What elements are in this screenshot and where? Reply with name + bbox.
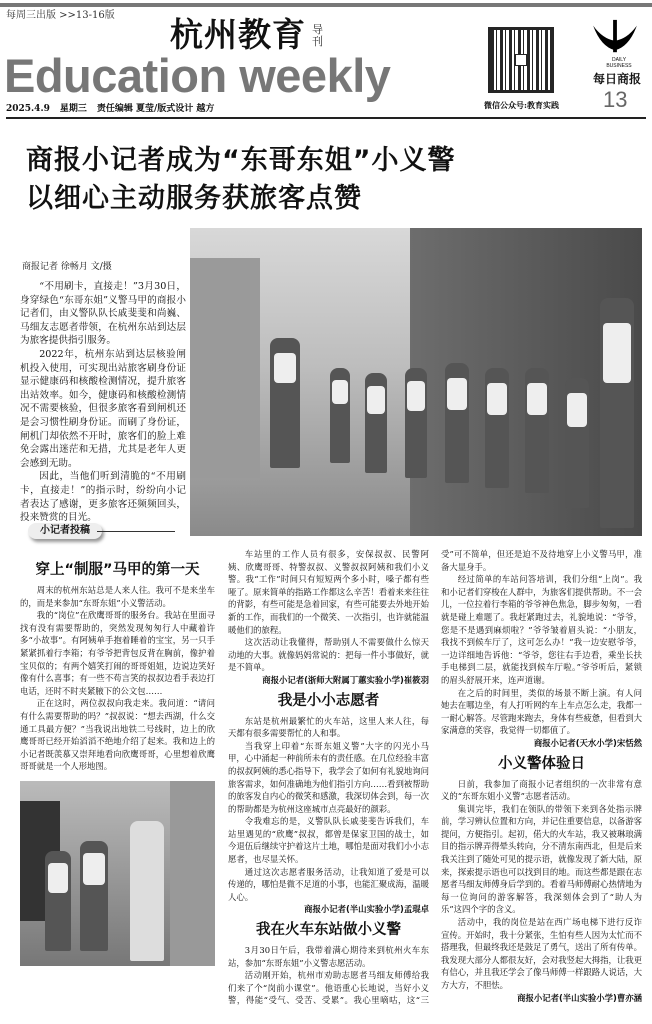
- masthead-cn-title: 杭州教育: [170, 15, 306, 54]
- article-title: 穿上“制服”马甲的第一天: [35, 562, 200, 578]
- column-photo: [20, 781, 215, 966]
- lead-byline: 商报记者 徐畅月 文/摄: [22, 262, 112, 272]
- article-paragraph: 车站里的工作人员有很多，安保叔叔、民警阿姨、欣鹰哥哥、特警叔叔、义警叔叔阿姨和我们小义警。我“工作”时间只有短短两个多小时，嗓子都有些哑了。原来简单的指路工作都这么辛苦！看着来来往往的背影，有些可能是急着回家，有些可能要去外地开始新的工作，而我们的一个微笑、一次指引，也许就能温暖他们的旅程。: [228, 549, 429, 635]
- issue-date: 2025.4.9: [6, 104, 50, 114]
- article-paragraph: 经过简单的车站问答培训，我们分组“上岗”。我和小记者们穿梭在人群中，为旅客们提供帮助。不一会儿，一位拉着行李箱的爷爷神色焦急，脚步匆匆，一看就是碰上难题了。我赶紧跑过去，礼貌地说：“爷爷，您是不是遇到麻烦啦？”爷爷皱着眉头说：“小朋友，我找不到候车厅了，这可怎么办！”我一边安慰爷爷，一边详细地告诉他：“爷爷，您往右手边看，乘坐长扶手电梯到二层，就能找到候车厅啦。”爷爷听后，紧锁的眉头舒展开来，连声道谢。: [441, 574, 642, 685]
- article-byline: 商报小记者(浙师大附属丁蕙实验小学)崔筱羽: [262, 674, 429, 685]
- article-paragraph: 周末的杭州东站总是人来人往。我可不是来坐车的，而是来参加“东哥东姐”小义警活动。: [20, 585, 215, 608]
- article-title: 我是小小志愿者: [277, 692, 380, 709]
- lead-article: [20, 280, 186, 525]
- issue-weekday: 星期三: [59, 104, 87, 114]
- column-1: [20, 556, 215, 966]
- article-byline: 商报小记者(天水小学)宋恬然: [533, 737, 642, 748]
- article-byline: 商报小记者(半山实验小学)曹亦涵: [517, 992, 642, 1003]
- daily-business-logo-icon: [590, 18, 640, 56]
- editors: 责任编辑 夏莹/版式设计 越方: [96, 104, 215, 114]
- masthead-rule: [6, 117, 646, 119]
- section-tag: 小记者投稿: [28, 523, 102, 539]
- article-paragraph: 活动刚开始，杭州市劝助志愿者马细友师傅给我们来了个“岗前小课堂”。他语重心长地说，当好小义警，得能“受气、受苦、受累”。我心里嘀咕，这“三受”可不简单，但还是迫不及待地穿上小义警马甲，准备大显身手。: [228, 549, 642, 1006]
- qr-caption: 微信公众号:教育实践: [484, 100, 559, 110]
- lead-paragraph: 2022年，杭州东站到达层核验闸机投入使用，可实现出站旅客刷身份证显示健康码和核酸检测情况，提升旅客出站效率。如今，健康码和核酸检测情况不需要核验，但很多旅客看到闸机还是会习惯性刷身份证。而刷了身份证，闸机门却依然不开时，旅客们的脸上难免会露出迷茫和无措，尤其是老年人更会感到无助。: [20, 348, 186, 469]
- qr-code-icon: [488, 27, 554, 93]
- article-paragraph: 日前，我参加了商报小记者组织的一次非常有意义的“东哥东姐小义警”志愿者活动。: [441, 778, 642, 802]
- article-paragraph: 正在这时，两位叔叔向我走来。我问道：“请问有什么需要帮助的吗？”叔叔说：“想去西湖，什么交通工具最方便？”当我说出地铁二号线时，边上的欣鹰哥哥已经开始滔滔不绝地介绍了起来。我和边上的小记者既羡慕又崇拜地看向欣鹰哥哥，心里想着欣鹰哥哥就是一个人形地图。: [20, 698, 215, 772]
- article-paragraph: 我的“岗位”在欣鹰哥哥的服务台。我站在里面寻找有没有需要帮助的，突然发现匆匆行人中藏着许多“小故事”。有阿姨单手抱着睡着的宝宝，另一只手紧紧抓着行李箱；有爷爷把背包反背在胸前，像护着宝贝似的；有两个嬉笑打闹的哥哥姐姐，边说边笑好像有什么喜事；有一些不苟言笑的叔叔边看手表边打电话，还时不时夹紧腋下的公文包……: [20, 610, 215, 696]
- article-byline: 商报小记者(半山实验小学)孟琨卓: [304, 904, 429, 915]
- page-number: 13: [603, 87, 628, 112]
- dateline: [6, 104, 224, 115]
- edition-note: 每周三出版 >>13-16版: [6, 10, 115, 21]
- section-tag-rule: [97, 531, 175, 532]
- article-paragraph: 东站是杭州最繁忙的火车站，这里人来人往，每天都有很多需要帮忙的人和事。: [228, 715, 429, 739]
- logo-en: DAILY BUSINESS: [606, 57, 632, 69]
- article-title: 小义警体验日: [498, 755, 585, 772]
- article-paragraph: 当我穿上印着“东哥东姐义警”大字的闪光小马甲，心中涌起一种前所未有的责任感。在几位经验丰富的叔叔阿姨的悉心指导下，我学会了如何有礼貌地询问旅客需求，如何准确地为他们指引方向……看到被帮助的旅客发自内心的微笑和感激，我深切体会到，每一次的帮助都是为杭州这座城市点亮最好的颜彩。: [228, 740, 429, 814]
- article-title: 我在火车东站做小义警: [256, 922, 401, 939]
- lead-paragraph: “不用刷卡，直接走！”3月30日，身穿绿色“东哥东姐”义警马甲的商报小记者们，由义警队队长戚斐斐和尚巍、马细友志愿者带领，在杭州东站到达层为旅客提供指引服务。: [20, 281, 186, 347]
- article-paragraph: 令我难忘的是，义警队队长戚斐斐告诉我们，车站里遇见的“欣鹰”叔叔，都曾是保家卫国的战士，如今退伍后继续守护着这片土地，哪怕是面对我们小小志愿者，也尽显关怀。: [228, 816, 429, 865]
- article-paragraph: 活动中，我的岗位是站在西广场电梯下进行反诈宣传。开始时，我十分紧张，生怕有些人因为太忙而不搭理我，但最终我还是鼓足了勇气，送出了所有传单。我发现大部分人都很友好，会对我竖起大拇指，让我更有信心，并且我还学会了像马师傅一样跟路人说话，大方大方，不胆怯。: [441, 917, 642, 990]
- article-paragraph: 3月30日午后，我带着满心期待来到杭州火车东站，参加“东哥东姐”小义警志愿活动。: [228, 945, 429, 968]
- article-paragraph: 通过这次志愿者服务活动，让我知道了爱是可以传递的，哪怕是微不足道的小事，也能汇聚成海，温暖人心。: [228, 866, 429, 902]
- headline-line1: 商报小记者成为“东哥东姐”小义警: [26, 145, 456, 176]
- logo-cn: 每日商报: [593, 72, 642, 86]
- article-paragraph: 集训完毕，我们在领队的带领下来到各处指示牌前，学习辨认位置和方向，并记住重要信息，以备游客提问，方便指引。起初，偌大的火车站，我又被琳琅满目的指示牌弄得晕头转向，分不清东南西北，但是后来我关注到了随处可见的提示语，就像发现了新大陆，原来，探索提示语也可以找到目的地。而这些都是跟在志愿者马细友师傅身后学到的。看着马师傅耐心热情地为每一位询问的游客解答，我深刻体会到了“助人为乐”这四个字的含义。: [441, 803, 642, 915]
- article-paragraph: 这次活动让我懂得，帮助别人不需要做什么惊天动地的大事。就像妈妈常说的：把每一件小事做好，就是不简单。: [228, 637, 429, 673]
- article-paragraph: 在之后的时间里，类似的场景不断上演。有人问她去在哪边坐，有人打听网约车上车点怎么走，我都一一耐心解答。尽管跑来跑去，身体有些疲惫，但看到大家满意的笑容，我觉得一切都值了。: [441, 687, 642, 736]
- masthead-en-title: Education weekly: [4, 49, 391, 102]
- main-photo: [190, 228, 642, 536]
- top-rule: [0, 3, 652, 7]
- lead-paragraph: 因此，当他们听到清脆的“不用刷卡，直接走！”的指示时，纷纷向小记者表达了感谢，更多旅客还频频回头，投来赞赏的目光。: [20, 471, 186, 524]
- masthead-guide: 导刊: [312, 23, 323, 48]
- columns-2-3: [228, 548, 642, 1007]
- headline-line2: 以细心主动服务获旅客点赞: [26, 183, 362, 214]
